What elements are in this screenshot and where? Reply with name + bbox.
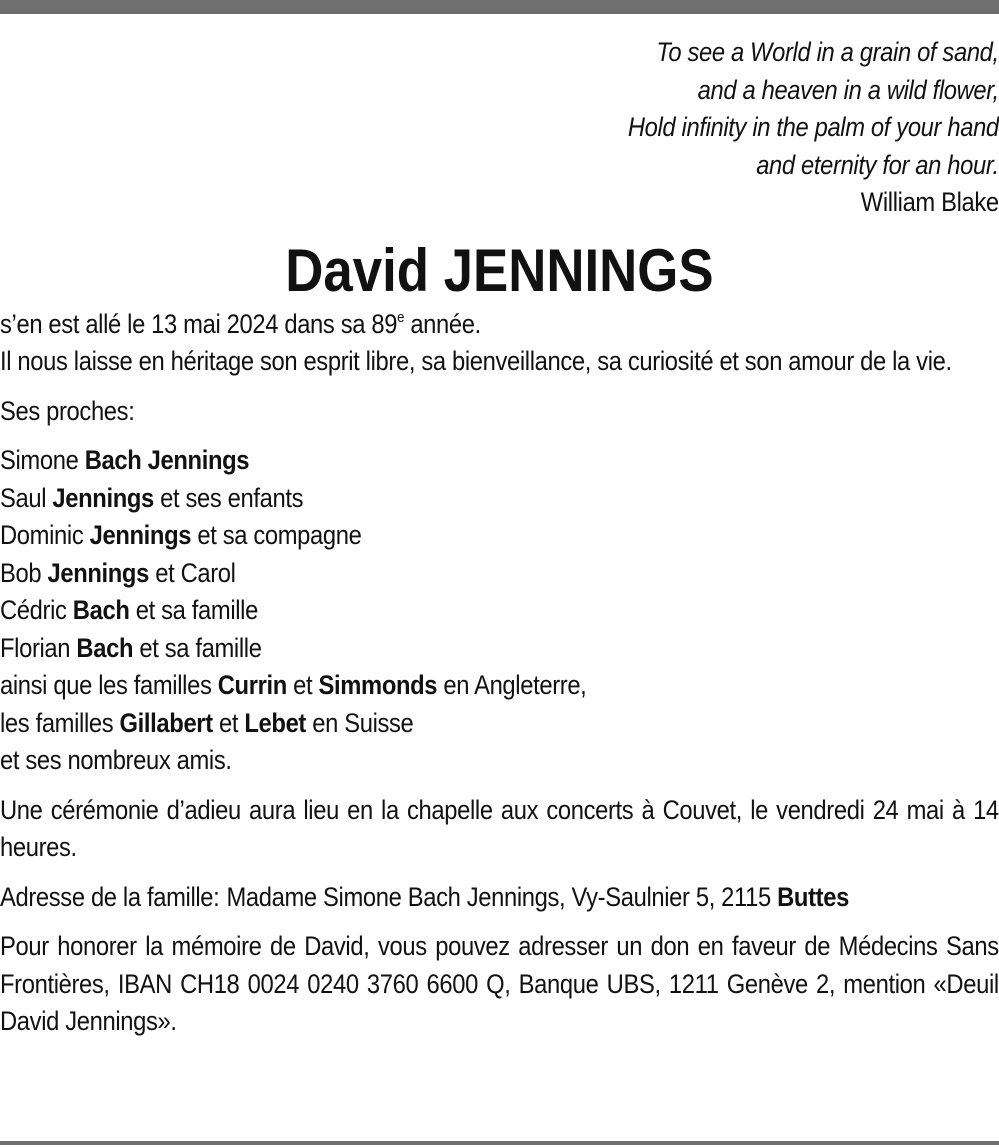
relative-entry: Simone Bach Jennings (0, 445, 250, 475)
ordinal-superscript: e (397, 308, 405, 326)
relatives-heading: Ses proches: (0, 395, 135, 426)
poem-quote (0, 34, 999, 222)
relatives-list (0, 442, 999, 780)
quote-line: To see a World in a grain of sand, (656, 37, 999, 67)
relative-entry: Dominic Jennings et sa compagne (0, 520, 362, 550)
relative-entry: Florian Bach et sa famille (0, 632, 262, 663)
passing-text-end: année. (404, 308, 481, 339)
quote-author: William Blake (860, 187, 999, 217)
family-address (0, 879, 999, 917)
ceremony-notice: Une cérémonie d’adieu aura lieu en la chapelle aux concerts à Couvet, le vendredi 24 mai à 14 heures. (0, 794, 999, 862)
families-england: ainsi que les familles Currin et Simmonds en Angleterre, (0, 670, 587, 700)
quote-line: Hold infinity in the palm of your hand (627, 112, 999, 142)
passing-text: s’en est allé le 13 mai 2024 dans sa 89 (0, 308, 398, 339)
quote-line: and a heaven in a wild flower, (697, 74, 999, 105)
address-city: Buttes (777, 881, 849, 912)
quote-line: and eternity for an hour. (756, 149, 999, 180)
legacy-statement: Il nous laisse en héritage son esprit libre, sa bienveillance, sa curiosité et son amour de la vie. (0, 346, 952, 376)
bottom-border-rule (0, 1141, 999, 1145)
address-text: Madame Simone Bach Jennings, Vy-Saulnier 5, 2115 Buttes (226, 881, 849, 912)
donation-notice: Pour honorer la mémoire de David, vous pouvez adresser un don en faveur de Médecins Sans Frontières, IBAN CH18 0024 0240 3760 6600 Q, Banque UBS, 1211 Genève 2, mention «Deuil David Jennings». (0, 931, 999, 1036)
friends-line: et ses nombreux amis. (0, 745, 232, 775)
families-switzerland: les familles Gillabert et Lebet en Suisse (0, 707, 414, 738)
relative-entry: Bob Jennings et Carol (0, 557, 236, 588)
relative-entry: Saul Jennings et ses enfants (0, 482, 304, 513)
relative-entry: Cédric Bach et sa famille (0, 595, 258, 625)
passing-statement (0, 306, 999, 344)
deceased-name: David JENNINGS (285, 236, 714, 304)
obituary-notice (0, 34, 999, 1041)
top-border-bar (0, 0, 999, 14)
address-label: Adresse de la famille: (0, 881, 220, 912)
